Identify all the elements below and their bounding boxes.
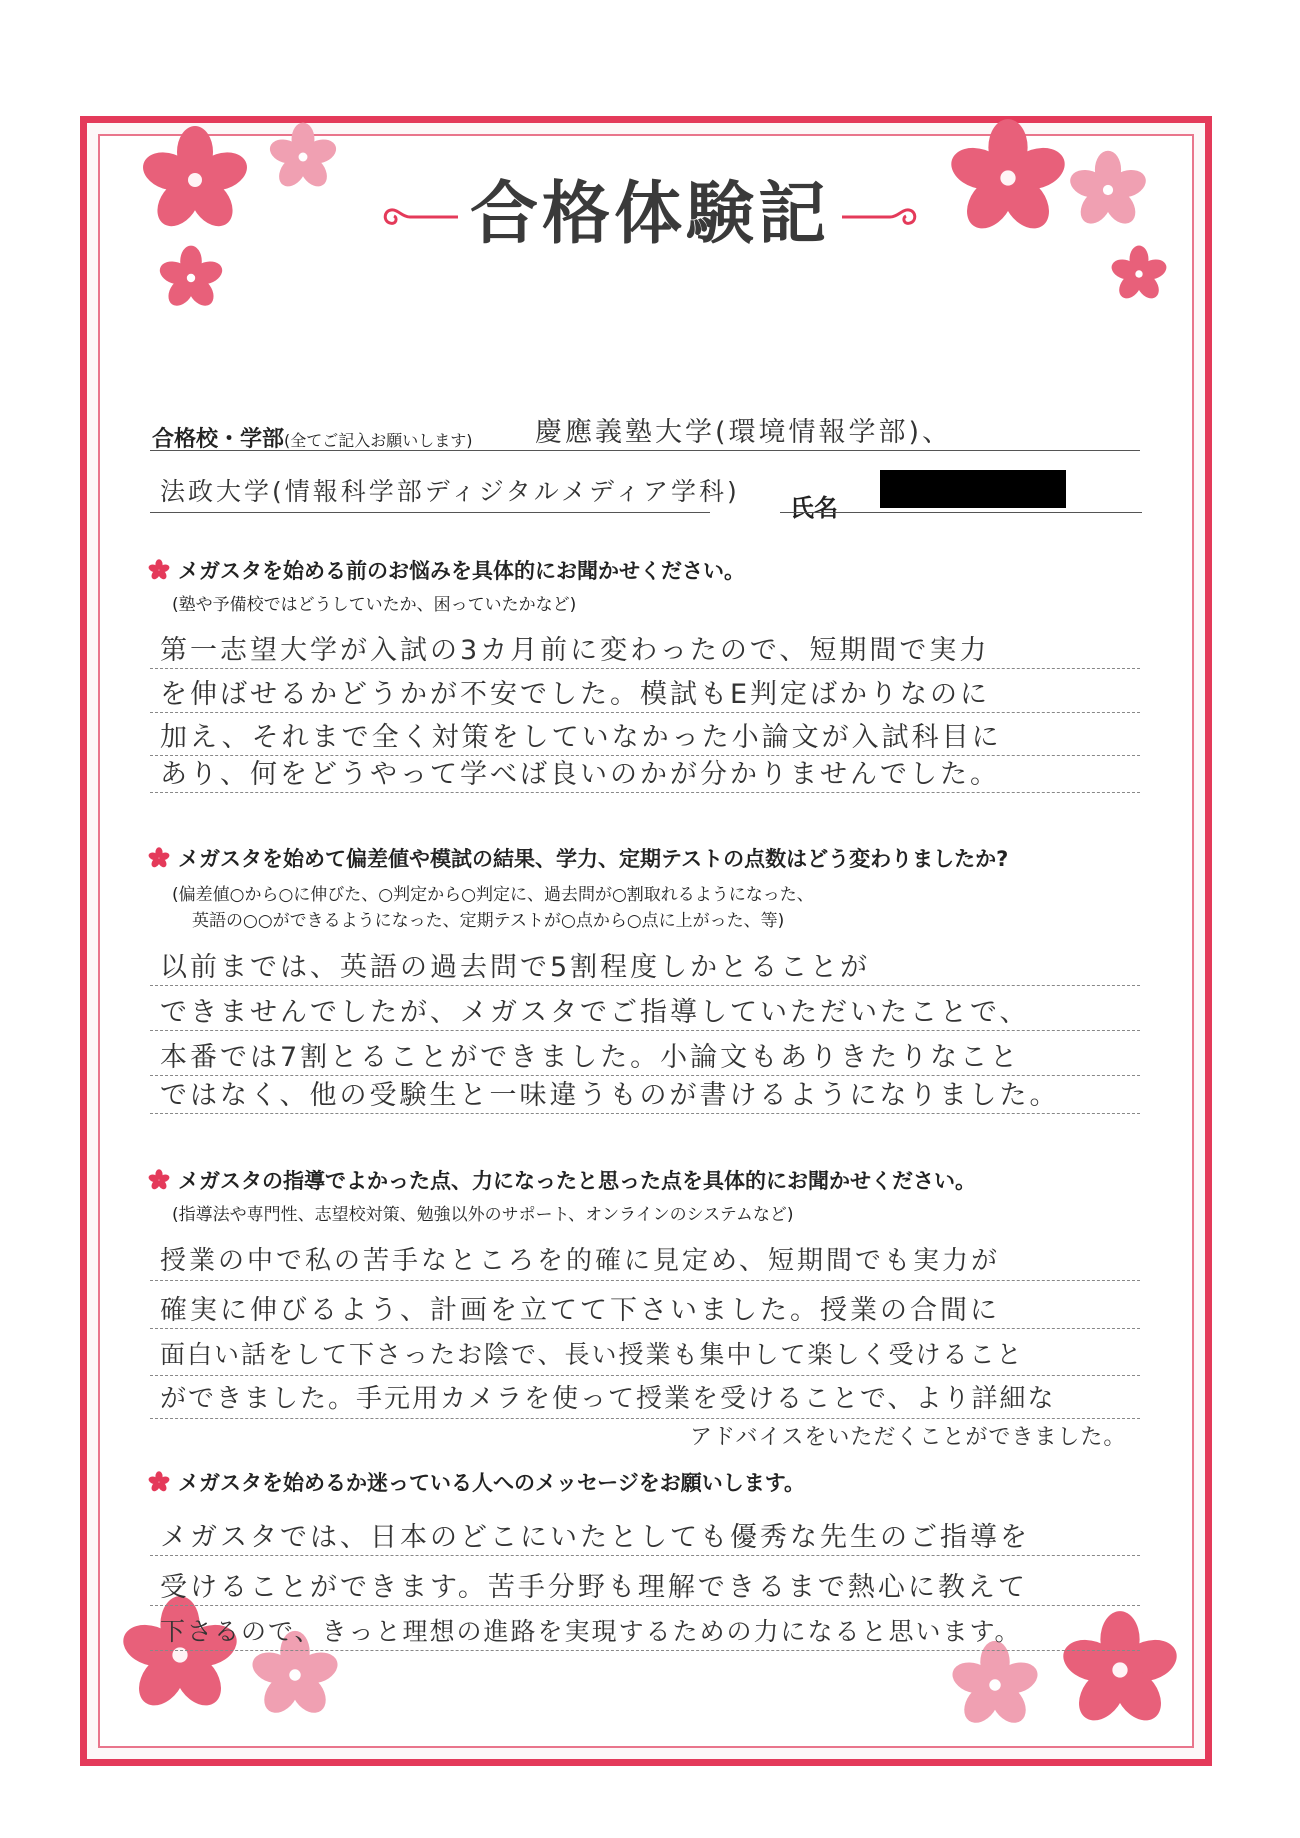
question-4 (148, 1467, 805, 1497)
school-line-2: 法政大学(情報科学部ディジタルメディア学科) (160, 477, 740, 506)
name-label: 氏名 (790, 494, 838, 522)
cherry-blossom-icon (950, 1640, 1040, 1730)
answer-3-line-5: アドバイスをいただくことができました。 (690, 1425, 1127, 1450)
page-title: 合格体験記 (469, 174, 830, 254)
answer-3-line-3: 面白い話をして下さったお陰で、長い授業も集中して楽しく受けること (160, 1340, 1024, 1369)
answer-rule (150, 1113, 1140, 1114)
school-label (152, 422, 473, 453)
answer-rule (150, 712, 1140, 713)
page-border-inner (98, 134, 1194, 1748)
answer-rule (150, 1328, 1140, 1329)
answer-rule (150, 1555, 1140, 1556)
answer-2-line-3: 本番では7割とることができました。小論文もありきたりなこと (160, 1042, 1021, 1073)
question-4-text: メガスタを始めるか迷っている人へのメッセージをお願いします。 (178, 1471, 806, 1495)
sakura-bullet-icon (148, 1471, 170, 1493)
question-3 (148, 1165, 976, 1195)
answer-rule (150, 792, 1140, 793)
answer-rule (150, 1030, 1140, 1031)
hint-2a: (偏差値○から○に伸びた、○判定から○判定に、過去問が○割取れるようになった、 (172, 885, 814, 905)
school-line-1: 慶應義塾大学(環境情報学部)、 (535, 417, 953, 448)
answer-1-line-3: 加え、それまで全く対策をしていなかった小論文が入試科目に (160, 722, 1002, 753)
answer-1-line-1: 第一志望大学が入試の3カ月前に変わったので、短期間で実力 (160, 635, 990, 666)
name-redaction (880, 470, 1066, 508)
school-label-text: 合格校・学部 (152, 427, 285, 452)
answer-rule (150, 1650, 1140, 1651)
question-1-text: メガスタを始める前のお悩みを具体的にお聞かせください。 (178, 559, 745, 583)
answer-3-line-4: ができました。手元用カメラを使って授業を受けることで、より詳細な (160, 1384, 1056, 1414)
flourish-right-icon (840, 205, 920, 229)
answer-2-line-1: 以前までは、英語の過去問で5割程度しかとることが (160, 952, 871, 983)
school-note: (全てご記入お願いします) (284, 431, 473, 450)
answer-4-line-1: メガスタでは、日本のどこにいたとしても優秀な先生のご指導を (160, 1522, 1030, 1553)
hint-2b: 英語の○○ができるようになった、定期テストが○点から○点に上がった、等) (192, 911, 785, 931)
answer-4-line-3: 下さるので、きっと理想の進路を実現するための力になると思います。 (160, 1617, 1022, 1646)
answer-rule (150, 1418, 1140, 1419)
name-rule (780, 512, 1142, 513)
answer-rule (150, 985, 1140, 986)
question-1 (148, 555, 745, 585)
answer-3-line-2: 確実に伸びるよう、計画を立てて下さいました。授業の合間に (160, 1295, 1000, 1326)
school-rule-2 (150, 512, 710, 513)
sakura-bullet-icon (148, 559, 170, 581)
cherry-blossom-icon (1060, 1610, 1180, 1730)
hint-1: (塾や予備校ではどうしていたか、困っていたかなど) (172, 595, 577, 615)
answer-rule (150, 1280, 1140, 1281)
answer-rule (150, 1375, 1140, 1376)
answer-2-line-4: ではなく、他の受験生と一味違うものが書けるようになりました。 (160, 1080, 1060, 1111)
answer-3-line-1: 授業の中で私の苦手なところを的確に見定め、短期間でも実力が (160, 1246, 1000, 1276)
sakura-bullet-icon (148, 1169, 170, 1191)
answer-1-line-2: を伸ばせるかどうかが不安でした。模試もE判定ばかりなのに (160, 679, 991, 710)
answer-2-line-2: できませんでしたが、メガスタでご指導していただいたことで、 (160, 997, 1030, 1028)
hint-3: (指導法や専門性、志望校対策、勉強以外のサポート、オンラインのシステムなど) (172, 1205, 794, 1225)
question-2-text: メガスタを始めて偏差値や模試の結果、学力、定期テストの点数はどう変わりましたか? (178, 847, 1009, 871)
school-rule-1 (150, 450, 1140, 451)
flourish-left-icon (380, 205, 460, 229)
answer-1-line-4: あり、何をどうやって学べば良いのかが分かりませんでした。 (160, 759, 1000, 790)
question-3-text: メガスタの指導でよかった点、力になったと思った点を具体的にお聞かせください。 (178, 1169, 976, 1193)
sakura-bullet-icon (148, 847, 170, 869)
answer-rule (150, 668, 1140, 669)
answer-rule (150, 1605, 1140, 1606)
question-2 (148, 843, 1008, 873)
answer-4-line-2: 受けることができます。苦手分野も理解できるまで熱心に教えて (160, 1572, 1028, 1603)
